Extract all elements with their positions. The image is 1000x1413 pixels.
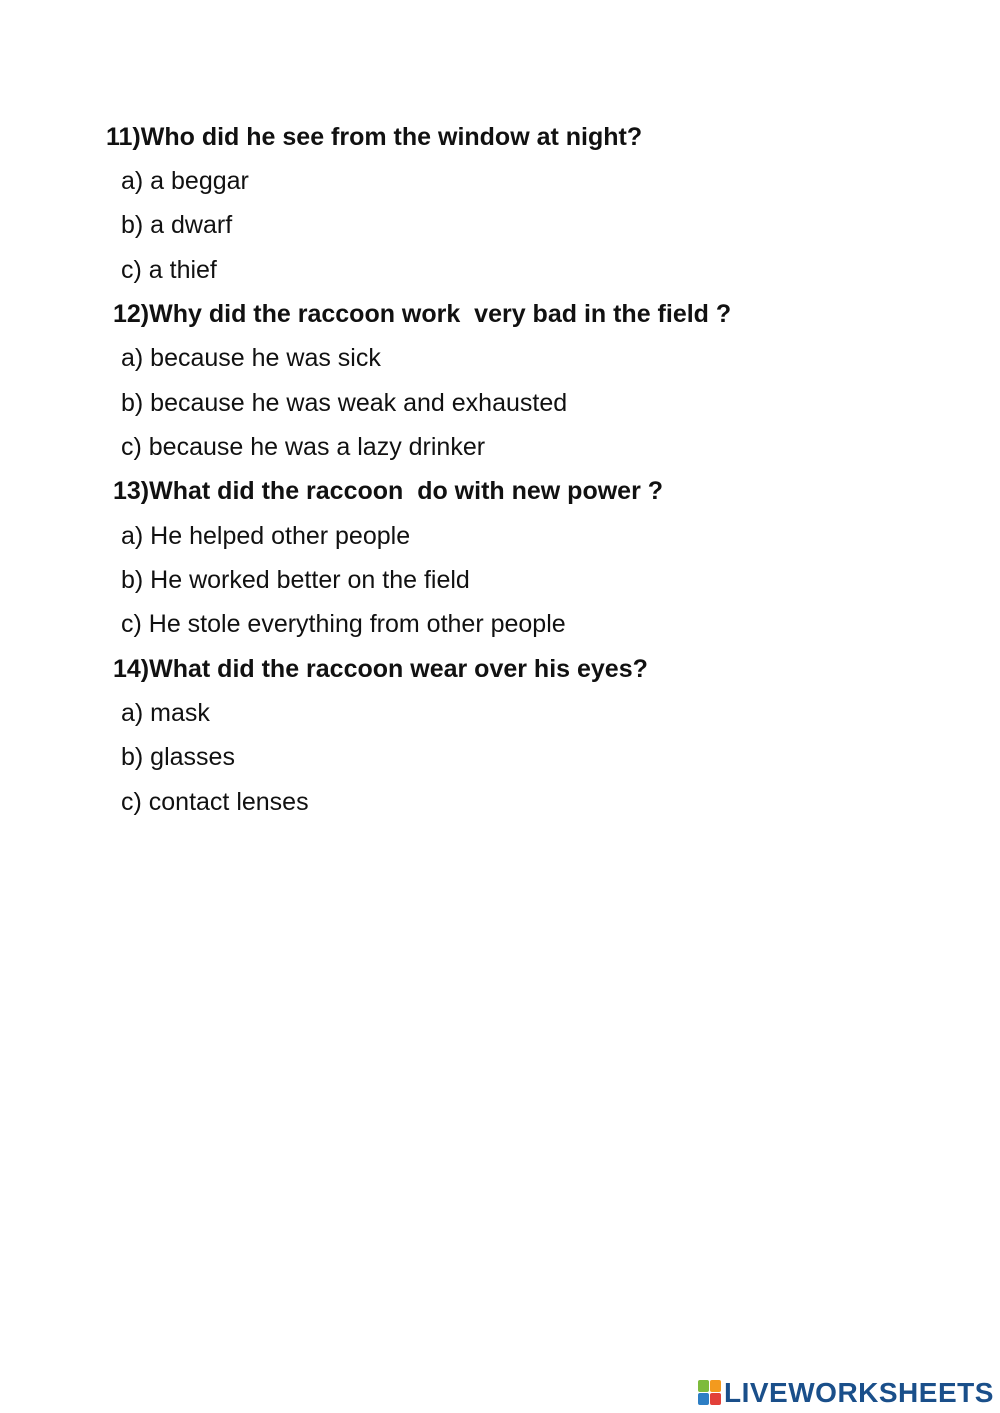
logo-text: LIVEWORKSHEETS	[724, 1377, 994, 1408]
question-12: 12)Why did the raccoon work very bad in the field ?	[113, 300, 732, 328]
question-14-option-a[interactable]: a) mask	[121, 699, 210, 727]
question-13-option-b[interactable]: b) He worked better on the field	[121, 566, 470, 594]
logo-square-red	[710, 1393, 721, 1405]
question-14-option-c[interactable]: c) contact lenses	[121, 788, 309, 816]
question-13-option-c[interactable]: c) He stole everything from other people	[121, 610, 566, 638]
question-11-option-c[interactable]: c) a thief	[121, 256, 217, 284]
question-11: 11)Who did he see from the window at night?	[106, 123, 643, 151]
liveworksheets-logo	[698, 1378, 994, 1408]
question-11-option-b[interactable]: b) a dwarf	[121, 211, 233, 239]
logo-square-orange	[710, 1380, 721, 1392]
question-13-option-a[interactable]: a) He helped other people	[121, 522, 411, 550]
question-12-option-b[interactable]: b) because he was weak and exhausted	[121, 389, 568, 417]
question-12-option-a[interactable]: a) because he was sick	[121, 344, 381, 372]
liveworksheets-logo-icon	[698, 1380, 722, 1406]
question-14: 14)What did the raccoon wear over his eyes?	[113, 655, 648, 683]
logo-square-green	[698, 1380, 709, 1392]
logo-square-blue	[698, 1393, 709, 1405]
question-14-option-b[interactable]: b) glasses	[121, 743, 235, 771]
question-11-option-a[interactable]: a) a beggar	[121, 167, 249, 195]
question-12-option-c[interactable]: c) because he was a lazy drinker	[121, 433, 486, 461]
question-13: 13)What did the raccoon do with new power ?	[113, 477, 664, 505]
